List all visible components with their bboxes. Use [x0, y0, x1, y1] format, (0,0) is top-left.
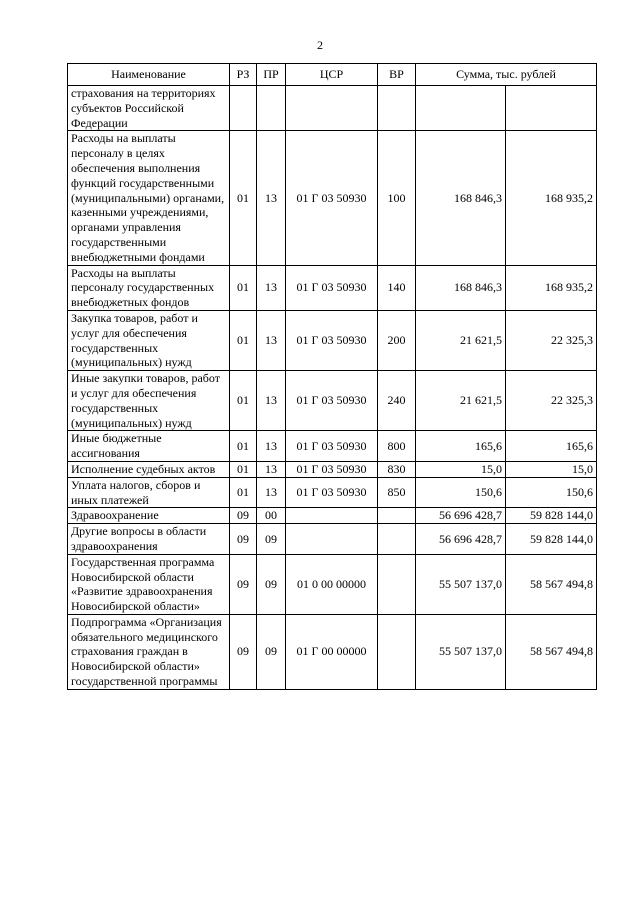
row-sum-2: 59 828 144,0: [506, 508, 597, 524]
row-csr: 01 0 00 00000: [286, 554, 378, 614]
row-rz: 01: [230, 477, 257, 508]
row-pr: 13: [257, 131, 286, 265]
row-rz: 09: [230, 524, 257, 555]
row-pr: [257, 86, 286, 131]
row-csr: 01 Г 03 50930: [286, 131, 378, 265]
row-rz: 01: [230, 265, 257, 310]
row-sum-2: 168 935,2: [506, 265, 597, 310]
row-vr: [378, 86, 416, 131]
row-sum-1: 168 846,3: [416, 131, 506, 265]
row-sum-2: 22 325,3: [506, 310, 597, 370]
header-vr: ВР: [378, 64, 416, 86]
row-csr: [286, 524, 378, 555]
header-pr: ПР: [257, 64, 286, 86]
row-pr: 09: [257, 554, 286, 614]
row-rz: 01: [230, 431, 257, 462]
row-csr: [286, 508, 378, 524]
row-csr: 01 Г 03 50930: [286, 461, 378, 477]
row-name: страхования на территориях субъектов Российской Федерации: [68, 86, 230, 131]
row-csr: 01 Г 03 50930: [286, 310, 378, 370]
row-vr: 240: [378, 371, 416, 431]
table-row: [68, 86, 597, 131]
row-rz: 09: [230, 614, 257, 689]
row-name: Здравоохранение: [68, 508, 230, 524]
row-vr: 100: [378, 131, 416, 265]
header-sum: Сумма, тыс. рублей: [416, 64, 597, 86]
row-sum-2: 168 935,2: [506, 131, 597, 265]
row-vr: [378, 508, 416, 524]
row-sum-2: 58 567 494,8: [506, 614, 597, 689]
row-vr: [378, 614, 416, 689]
table-row: [68, 431, 597, 462]
row-vr: [378, 554, 416, 614]
row-vr: 850: [378, 477, 416, 508]
row-csr: 01 Г 00 00000: [286, 614, 378, 689]
row-csr: 01 Г 03 50930: [286, 431, 378, 462]
table-row: [68, 477, 597, 508]
row-csr: [286, 86, 378, 131]
row-sum-2: 59 828 144,0: [506, 524, 597, 555]
row-name: Государственная программа Новосибирской области «Развитие здравоохранения Новосибирской области»: [68, 554, 230, 614]
row-name: Расходы на выплаты персоналу в целях обеспечения выполнения функций государственными (муниципальными) органами, казенными учреждениями, органами управления государственными внебюджетными фондами: [68, 131, 230, 265]
row-sum-1: 15,0: [416, 461, 506, 477]
row-rz: [230, 86, 257, 131]
row-vr: [378, 524, 416, 555]
row-sum-2: [506, 86, 597, 131]
row-rz: 01: [230, 310, 257, 370]
row-sum-1: 168 846,3: [416, 265, 506, 310]
row-sum-1: 55 507 137,0: [416, 614, 506, 689]
table-row: [68, 265, 597, 310]
row-sum-2: 15,0: [506, 461, 597, 477]
row-sum-2: 165,6: [506, 431, 597, 462]
row-sum-1: 56 696 428,7: [416, 508, 506, 524]
row-rz: 09: [230, 508, 257, 524]
row-name: Исполнение судебных актов: [68, 461, 230, 477]
row-name: Подпрограмма «Организация обязательного медицинского страхования граждан в Новосибирской области» государственной программы: [68, 614, 230, 689]
row-name: Иные бюджетные ассигнования: [68, 431, 230, 462]
table-row: [68, 371, 597, 431]
table-row: [68, 461, 597, 477]
row-vr: 800: [378, 431, 416, 462]
row-vr: 830: [378, 461, 416, 477]
row-pr: 13: [257, 310, 286, 370]
header-csr: ЦСР: [286, 64, 378, 86]
row-pr: 13: [257, 461, 286, 477]
row-pr: 13: [257, 265, 286, 310]
row-pr: 13: [257, 477, 286, 508]
row-name: Закупка товаров, работ и услуг для обеспечения государственных (муниципальных) нужд: [68, 310, 230, 370]
row-sum-1: 21 621,5: [416, 310, 506, 370]
row-sum-2: 22 325,3: [506, 371, 597, 431]
row-rz: 09: [230, 554, 257, 614]
row-name: Другие вопросы в области здравоохранения: [68, 524, 230, 555]
table-row: [68, 310, 597, 370]
row-pr: 13: [257, 431, 286, 462]
row-name: Расходы на выплаты персоналу государственных внебюджетных фондов: [68, 265, 230, 310]
row-sum-1: 150,6: [416, 477, 506, 508]
header-name: Наименование: [68, 64, 230, 86]
table-header-row: [68, 64, 597, 86]
row-csr: 01 Г 03 50930: [286, 477, 378, 508]
row-sum-1: 55 507 137,0: [416, 554, 506, 614]
table-row: [68, 524, 597, 555]
row-sum-1: [416, 86, 506, 131]
table-row: [68, 508, 597, 524]
row-pr: 09: [257, 614, 286, 689]
row-pr: 09: [257, 524, 286, 555]
row-name: Иные закупки товаров, работ и услуг для обеспечения государственных (муниципальных) нужд: [68, 371, 230, 431]
row-sum-2: 58 567 494,8: [506, 554, 597, 614]
row-sum-1: 165,6: [416, 431, 506, 462]
row-vr: 200: [378, 310, 416, 370]
row-pr: 00: [257, 508, 286, 524]
row-csr: 01 Г 03 50930: [286, 265, 378, 310]
row-pr: 13: [257, 371, 286, 431]
row-sum-1: 21 621,5: [416, 371, 506, 431]
row-vr: 140: [378, 265, 416, 310]
row-rz: 01: [230, 131, 257, 265]
row-sum-2: 150,6: [506, 477, 597, 508]
table-row: [68, 614, 597, 689]
page-number: 2: [317, 38, 323, 52]
table-row: [68, 131, 597, 265]
row-rz: 01: [230, 461, 257, 477]
table-row: [68, 554, 597, 614]
budget-table: [67, 63, 597, 690]
header-rz: РЗ: [230, 64, 257, 86]
row-csr: 01 Г 03 50930: [286, 371, 378, 431]
row-rz: 01: [230, 371, 257, 431]
row-name: Уплата налогов, сборов и иных платежей: [68, 477, 230, 508]
row-sum-1: 56 696 428,7: [416, 524, 506, 555]
